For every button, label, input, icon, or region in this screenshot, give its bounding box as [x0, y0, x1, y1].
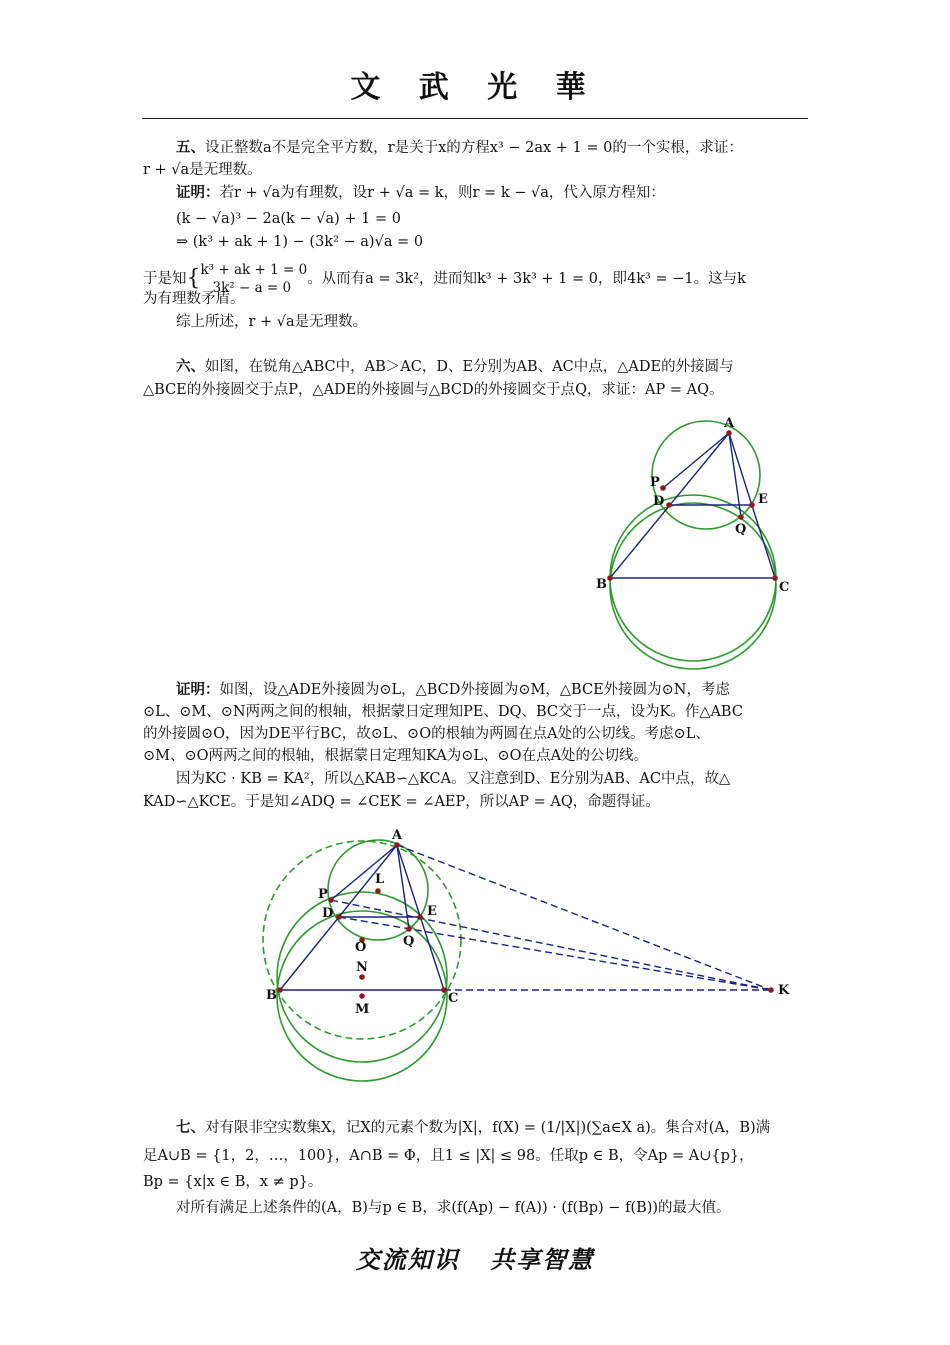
p6-solution-line3: 的外接圆⊙O，因为DE平行BC，故⊙L、⊙O的根轴为两圆在点A处的公切线。考虑⊙L、: [143, 726, 710, 742]
label-a-2: A: [392, 828, 403, 843]
label-q-2: Q: [403, 934, 415, 949]
p5-proof-label: 证明：: [176, 184, 220, 201]
point-q: [738, 514, 744, 520]
point-k: [768, 987, 774, 993]
point-c: [772, 575, 778, 581]
p6-solution-line5: 因为KC · KB = KA²，所以△KAB∽△KCA。又注意到D、E分别为AB、AC中点，故△: [176, 771, 731, 787]
point-d: [666, 502, 672, 508]
line-pk: [331, 900, 771, 990]
label-c: C: [779, 580, 790, 595]
p7-text: 对有限非空实数集X，记X的元素个数为|X|，f(X) = (1/|X|)(∑a∈X a)。集合对(A，B)满: [205, 1120, 771, 1136]
p5-equation2: ⇒ (k³ + ak + 1) − (3k² − a)√a = 0: [176, 234, 424, 250]
label-a: A: [724, 416, 735, 431]
p6-proof-label: 证明：: [176, 681, 220, 698]
label-k: K: [778, 983, 790, 998]
p6-solution-line4: ⊙M、⊙O两两之间的根轴，根据蒙日定理知KA为⊙L、⊙O在点A处的公切线。: [143, 748, 649, 764]
point-n: [359, 974, 365, 980]
p6-solution-line6: KAD∽△KCE。于是知∠ADQ = ∠CEK = ∠AEP，所以AP = AQ，命题得证。: [143, 794, 660, 810]
p5-line7: 为有理数矛盾。: [143, 291, 245, 307]
page-footer-slogan: 交流知识 共享智慧: [355, 1245, 595, 1274]
point-b: [607, 575, 613, 581]
p6-solution-text1: 如图，设△ADE外接圆为⊙L，△BCD外接圆为⊙M，△BCE外接圆为⊙N，考虑: [219, 682, 730, 698]
point-e-2: [417, 914, 423, 920]
p5-number: 五、: [176, 139, 205, 156]
p6-solution-line2: ⊙L、⊙M、⊙N两两之间的根轴，根据蒙日定理知PE、DQ、BC交于一点，设为K。作△ABC: [143, 704, 743, 720]
p7-line3: Bp = {x|x ∈ B，x ≠ p}。: [143, 1174, 323, 1190]
p5-line2: r + √a是无理数。: [143, 162, 262, 178]
label-c-2: C: [448, 991, 459, 1006]
system-eq2: 3k² − a = 0: [212, 280, 292, 296]
label-p: P: [650, 475, 660, 490]
p7-line1: [176, 1118, 770, 1138]
p5-line1: [176, 138, 743, 158]
point-d-2: [336, 914, 342, 920]
p5-proof-line: [176, 183, 665, 203]
p5-l6-suffix: 。从而有a = 3k²，进而知k³ + 3k³ + 1 = 0，即4k³ = −1。这与k: [307, 271, 746, 287]
p6-text: 如图，在锐角△ABC中，AB＞AC，D、E分别为AB、AC中点，△ADE的外接圆与: [205, 359, 734, 375]
label-m: M: [355, 1002, 370, 1017]
p5-l6-prefix: 于是知: [143, 271, 187, 287]
figure-2: [255, 825, 800, 1090]
point-a: [726, 430, 732, 436]
point-p-2: [328, 897, 334, 903]
system-eq1: k³ + ak + 1 = 0: [200, 262, 308, 278]
page-header-title: 文 武 光 華: [350, 70, 600, 105]
label-n: N: [356, 960, 368, 975]
label-o: O: [355, 940, 367, 955]
label-e-2: E: [427, 904, 437, 919]
label-l: L: [375, 872, 385, 887]
brace: {: [186, 266, 201, 291]
point-b-2: [277, 987, 283, 993]
label-d-2: D: [322, 906, 334, 921]
figure-1: [580, 408, 800, 673]
p6-line2: △BCE的外接圆交于点P，△ADE的外接圆与△BCD的外接圆交于点Q，求证：AP = AQ。: [143, 382, 724, 398]
p6-line1: [176, 357, 734, 377]
p5-equation1: (k − √a)³ − 2a(k − √a) + 1 = 0: [176, 211, 401, 227]
p7-line4: 对所有满足上述条件的(A，B)与p ∈ B，求(f(Ap) − f(A)) · (f(Bp) − f(B))的最大值。: [176, 1200, 731, 1216]
point-e: [749, 502, 755, 508]
p7-line2: 足A∪B = {1，2，…，100}，A∩B = Φ，且1 ≤ |X| ≤ 98。任取p ∈ B，令Ap = A∪{p}，: [143, 1148, 754, 1164]
label-p-2: P: [318, 887, 328, 902]
label-q: Q: [735, 522, 747, 537]
tangent-ka: [397, 845, 771, 990]
p6-solution-line1: [176, 680, 730, 700]
header-rule: [142, 118, 808, 119]
segment-ap: [663, 433, 729, 488]
p5-text: 设正整数a不是完全平方数，r是关于x的方程x³ − 2ax + 1 = 0的一个实根，求证：: [205, 140, 743, 156]
point-c-2: [441, 987, 447, 993]
label-b-2: B: [266, 988, 277, 1003]
point-q-2: [406, 926, 412, 932]
p6-number: 六、: [176, 358, 205, 375]
p7-number: 七、: [176, 1119, 205, 1136]
line-dk: [339, 917, 771, 990]
label-e: E: [758, 492, 768, 507]
p5-conclusion: 综上所述，r + √a是无理数。: [176, 314, 368, 330]
point-a-2: [394, 842, 400, 848]
p5-proof-text: 若r + √a为有理数，设r + √a = k，则r = k − √a，代入原方程知：: [219, 185, 665, 201]
label-b: B: [596, 577, 607, 592]
point-l: [375, 888, 381, 894]
label-d: D: [653, 494, 665, 509]
point-p: [660, 485, 666, 491]
point-m: [359, 993, 365, 999]
